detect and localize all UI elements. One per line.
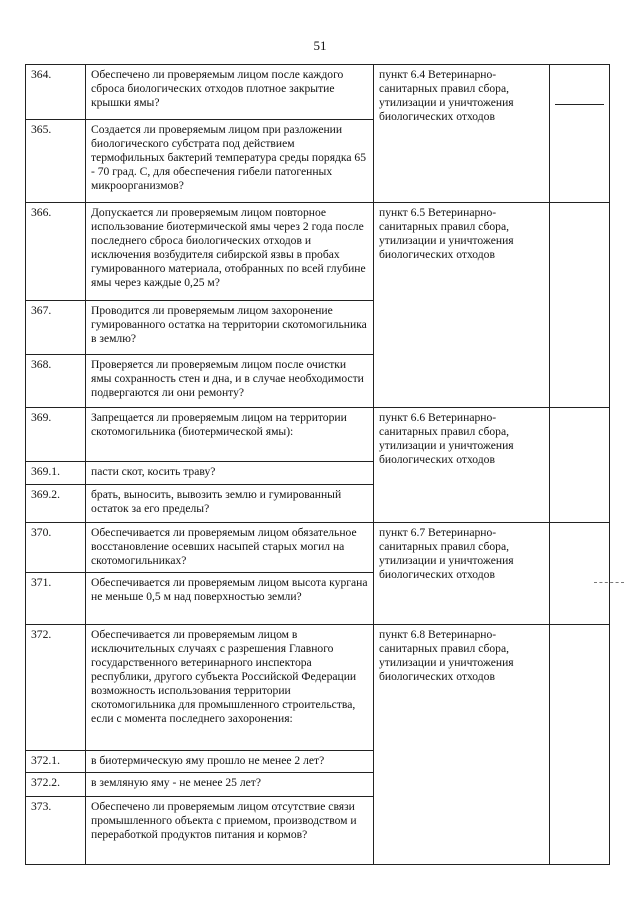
basis-line: утилизации и уничтожения: [379, 234, 514, 247]
answer-cell[interactable]: [550, 625, 610, 865]
item-number: 367.: [26, 301, 86, 355]
item-number: 372.: [26, 625, 86, 751]
question-text: Допускается ли проверяемым лицом повторное использование биотермической ямы через 2 года после последнего сброса биологических отходов и исключения возбудителя сибирской язвы в пробах гумированного материала, отобранных по всей глубине ямы через каждые 0,25 м?: [86, 203, 374, 301]
basis-line: санитарных правил сбора,: [379, 82, 510, 95]
question-text: в земляную яму - не менее 25 лет?: [86, 773, 374, 797]
checklist-table: [25, 64, 610, 865]
item-number: 366.: [26, 203, 86, 301]
item-number: 369.: [26, 408, 86, 462]
question-text: Проводится ли проверяемым лицом захоронение гумированного остатка на территории скотомогильника в землю?: [86, 301, 374, 355]
table-row: [26, 625, 610, 751]
scan-dash-mark: [594, 582, 624, 583]
question-text: Обеспечено ли проверяемым лицом после каждого сброса биологических отходов плотное закрытие крышки ямы?: [86, 65, 374, 120]
basis-line: биологических отходов: [379, 110, 495, 123]
basis-line: пункт 6.5 Ветеринарно-: [379, 206, 497, 219]
item-number: 370.: [26, 523, 86, 573]
basis-line: биологических отходов: [379, 568, 495, 581]
legal-basis: [374, 625, 550, 865]
table-row: [26, 65, 610, 120]
basis-line: санитарных правил сбора,: [379, 642, 510, 655]
basis-line: утилизации и уничтожения: [379, 656, 514, 669]
basis-line: биологических отходов: [379, 453, 495, 466]
legal-basis: [374, 408, 550, 523]
item-number: 372.1.: [26, 751, 86, 773]
answer-cell[interactable]: [550, 203, 610, 408]
item-number: 365.: [26, 120, 86, 203]
basis-line: санитарных правил сбора,: [379, 425, 510, 438]
basis-line: утилизации и уничтожения: [379, 96, 514, 109]
answer-box[interactable]: [555, 68, 604, 105]
question-text: Обеспечивается ли проверяемым лицом в исключительных случаях с разрешения Главного государственного ветеринарного инспектора республики, другого субъекта Российской Федерации возможность использования территории скотомогильника для промышленного строительства, если с момента последнего захоронения:: [86, 625, 374, 751]
legal-basis: [374, 203, 550, 408]
table-row: [26, 523, 610, 573]
legal-basis: [374, 65, 550, 203]
answer-cell[interactable]: [550, 523, 610, 625]
item-number: 373.: [26, 797, 86, 865]
basis-line: санитарных правил сбора,: [379, 220, 510, 233]
basis-line: пункт 6.4 Ветеринарно-: [379, 68, 497, 81]
basis-line: санитарных правил сбора,: [379, 540, 510, 553]
basis-line: утилизации и уничтожения: [379, 554, 514, 567]
table-row: [26, 408, 610, 462]
question-text: в биотермическую яму прошло не менее 2 лет?: [86, 751, 374, 773]
basis-line: биологических отходов: [379, 248, 495, 261]
item-number: 364.: [26, 65, 86, 120]
answer-cell[interactable]: [550, 65, 610, 203]
answer-cell[interactable]: [550, 408, 610, 523]
basis-line: пункт 6.7 Ветеринарно-: [379, 526, 497, 539]
item-number: 372.2.: [26, 773, 86, 797]
question-text: Обеспечено ли проверяемым лицом отсутствие связи промышленного объекта с приемом, производством и переработкой продуктов питания и кормов?: [86, 797, 374, 865]
legal-basis: [374, 523, 550, 625]
question-text: Проверяется ли проверяемым лицом после очистки ямы сохранность стен и дна, и в случае необходимости подвергаются ли они ремонту?: [86, 355, 374, 408]
question-text: Создается ли проверяемым лицом при разложении биологического субстрата под действием термофильных бактерий температура среды порядка 65 - 70 град. С, для обеспечения гибели патогенных микроорганизмов?: [86, 120, 374, 203]
question-text: брать, выносить, вывозить землю и гумированный остаток за его пределы?: [86, 485, 374, 523]
question-text: Запрещается ли проверяемым лицом на территории скотомогильника (биотермической ямы):: [86, 408, 374, 462]
item-number: 371.: [26, 573, 86, 625]
item-number: 369.2.: [26, 485, 86, 523]
item-number: 369.1.: [26, 462, 86, 485]
page-number: 51: [313, 38, 327, 53]
basis-line: пункт 6.6 Ветеринарно-: [379, 411, 497, 424]
question-text: Обеспечивается ли проверяемым лицом высота кургана не меньше 0,5 м над поверхностью земли?: [86, 573, 374, 625]
basis-line: утилизации и уничтожения: [379, 439, 514, 452]
basis-line: биологических отходов: [379, 670, 495, 683]
question-text: Обеспечивается ли проверяемым лицом обязательное восстановление осевших насыпей старых могил на скотомогильниках?: [86, 523, 374, 573]
question-text: пасти скот, косить траву?: [86, 462, 374, 485]
table-row: [26, 203, 610, 301]
basis-line: пункт 6.8 Ветеринарно-: [379, 628, 497, 641]
item-number: 368.: [26, 355, 86, 408]
